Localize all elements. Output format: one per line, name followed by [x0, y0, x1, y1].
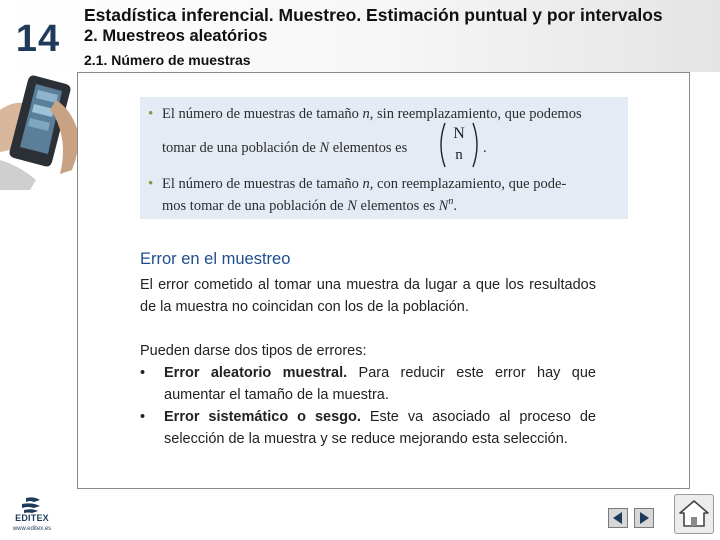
next-button[interactable]: [634, 508, 654, 528]
home-icon: [675, 495, 713, 533]
previous-button[interactable]: [608, 508, 628, 528]
publisher-name: EDITEX: [15, 513, 49, 523]
text-run: , sin reemplazamiento, que podemos: [369, 106, 582, 122]
publisher-url: www.editex.es: [12, 526, 52, 532]
math-variable: N: [319, 140, 330, 156]
text-run: mos tomar de una población de: [162, 197, 348, 214]
math-variable: n: [362, 106, 370, 122]
math-variable: N: [347, 197, 357, 214]
formula-item-2-line-1: [162, 176, 566, 193]
formula-item-2-line-2: [162, 196, 457, 215]
binomial-coefficient: [437, 121, 481, 169]
bullet-dot: •: [148, 176, 154, 192]
text-run: El número de muestras de tamaño: [162, 106, 363, 122]
formula-card: [140, 97, 628, 219]
bullet-dot: •: [148, 106, 154, 122]
error-types-intro: Pueden darse dos tipos de errores:: [140, 343, 367, 359]
text-run: El número de muestras de tamaño: [162, 176, 363, 192]
error-term: Error sistemático o sesgo.: [164, 409, 361, 425]
error-types-list: [140, 362, 596, 450]
formula-item-1-line-1: [162, 106, 582, 123]
list-item: [140, 362, 596, 406]
error-paragraph: El error cometido al tomar una muestra da lugar a que los resultados de la muestra no coincidan con los de la población.: [140, 277, 596, 315]
error-heading: Error en el muestreo: [140, 250, 291, 268]
bullet: •: [140, 409, 146, 425]
text-run: , con reemplazamiento, que pode-: [369, 176, 567, 192]
math-variable: n: [362, 176, 370, 192]
arrow-right-icon: [635, 509, 653, 527]
bullet: •: [140, 365, 146, 381]
text-run: .: [453, 197, 457, 214]
phone-illustration: [0, 70, 80, 190]
error-description: Para reducir este error hay que aumentar el tamaño de la muestra.: [164, 365, 596, 403]
page-title: Estadística inferencial. Muestreo. Estimación puntual y por intervalos: [84, 5, 663, 25]
error-term: Error aleatorio muestral.: [164, 365, 348, 381]
text-run: tomar de una población de: [162, 140, 320, 156]
arrow-left-icon: [609, 509, 627, 527]
text-run: elementos es: [329, 140, 408, 156]
home-button[interactable]: [674, 494, 714, 534]
error-description: Este va asociado al proceso de selección de la muestra y se reduce mejorando esta selección.: [164, 409, 597, 447]
math-exponent: n: [448, 196, 454, 207]
unit-number: 14: [15, 18, 61, 60]
binomial-top: N: [453, 125, 465, 142]
page-subtitle: 2. Muestreos aleatórios: [84, 27, 268, 45]
text-run: elementos es: [356, 197, 439, 214]
section-title: 2.1. Número de muestras: [84, 52, 251, 68]
formula-item-1-end: .: [483, 140, 487, 156]
math-variable: N: [438, 197, 449, 214]
binomial-bottom: n: [455, 147, 463, 163]
list-item: [140, 406, 596, 450]
formula-item-1-line-2: [162, 140, 407, 157]
